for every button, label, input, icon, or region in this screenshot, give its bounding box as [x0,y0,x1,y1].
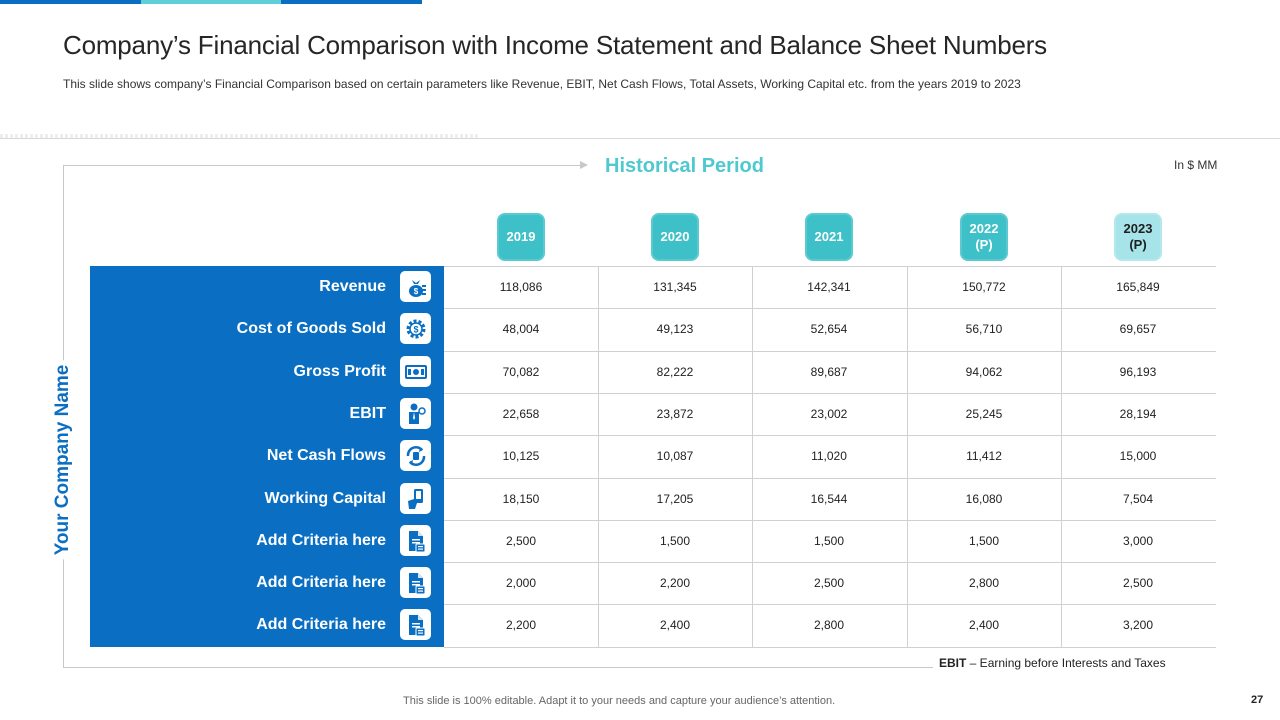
accent-segment-blue [281,0,422,4]
money-bag-icon [400,271,431,302]
row-label: EBIT [349,405,386,422]
year-text: 2019 [506,229,536,244]
row-label: Add Criteria here [256,532,386,549]
table-cell: 150,772 [962,280,1006,294]
table-cell: 22,658 [502,407,540,421]
table-cell: 15,000 [1119,449,1157,463]
document-icon [400,525,431,556]
table-cell: 10,125 [502,449,540,463]
table-cell: 16,080 [965,492,1003,506]
gear-dollar-icon [400,313,431,344]
table-cell: 7,504 [1122,492,1154,506]
year-text: 2020 [660,229,690,244]
row-label: Working Capital [264,490,386,507]
table-cell: 1,500 [659,534,691,548]
table-cell: 2,000 [505,576,537,590]
year-badge-2019 [497,213,545,261]
slide-title: Company’s Financial Comparison with Income Statement and Balance Sheet Numbers [63,30,1047,60]
slide-subtitle: This slide shows company’s Financial Comparison based on certain parameters like Revenue, EBIT, Net Cash Flows, Total Assets, Working Capital etc. from the years 2019 to 2023 [63,77,1021,91]
table-cell: 10,087 [656,449,694,463]
cash-cycle-icon [400,440,431,471]
row-label: Revenue [319,278,386,295]
table-cell: 16,544 [810,492,848,506]
banknote-icon [400,356,431,387]
table-cell: 2,400 [659,618,691,632]
table-cell: 25,245 [965,407,1003,421]
year-text: 2023 [1123,221,1153,236]
table-cell: 96,193 [1119,365,1157,379]
row-label: Cost of Goods Sold [236,320,386,337]
ebit-footnote [939,656,1166,670]
year-label [661,229,690,245]
table-cell: 2,200 [659,576,691,590]
table-cell: 131,345 [653,280,697,294]
table-cell: 2,400 [968,618,1000,632]
footnote-definition: – Earning before Interests and Taxes [966,656,1166,670]
table-cell: 70,082 [502,365,540,379]
table-cell: 94,062 [965,365,1003,379]
row-label: Net Cash Flows [266,447,386,464]
table-cell: 1,500 [968,534,1000,548]
company-name-label: Your Company Name [52,361,74,560]
table-cell: 28,194 [1119,407,1157,421]
year-label [970,221,999,253]
table-cell: 2,800 [968,576,1000,590]
page-number: 27 [1251,694,1264,706]
table-cell: 69,657 [1119,322,1157,336]
table-cell: 23,872 [656,407,694,421]
svg-text:$: $ [413,286,418,296]
document-icon [400,609,431,640]
table-cell: 23,002 [810,407,848,421]
table-row-divider [444,647,1216,648]
historical-period-label: Historical Period [605,155,764,177]
table-cell: 118,086 [499,280,543,294]
document-icon [400,567,431,598]
year-text: 2021 [814,229,844,244]
table-cell: 56,710 [965,322,1003,336]
year-label [507,229,536,245]
table-cell: 82,222 [656,365,694,379]
businessman-icon [400,398,431,429]
table-cell: 11,412 [966,449,1002,463]
row-label: Gross Profit [293,363,386,380]
table-cell: 2,500 [505,534,537,548]
header-divider [0,138,1280,139]
table-cell: 17,205 [656,492,694,506]
table-cell: 2,500 [813,576,845,590]
table-cell: 1,500 [813,534,845,548]
year-badge-2020 [651,213,699,261]
table-cell: 2,500 [1122,576,1154,590]
projected-marker: (P) [1129,237,1147,252]
footer-text: This slide is 100% editable. Adapt it to your needs and capture your audience’s attention. [403,695,836,707]
hand-phone-icon [400,483,431,514]
table-cell: 49,123 [656,322,694,336]
row-label: Add Criteria here [256,616,386,633]
year-badge-2021 [805,213,853,261]
table-cell: 48,004 [502,322,540,336]
table-cell: 165,849 [1116,280,1160,294]
table-cell: 2,200 [505,618,537,632]
row-label: Add Criteria here [256,574,386,591]
year-badge-2023 [1114,213,1162,261]
year-label [1124,221,1153,253]
table-cell: 11,020 [811,449,847,463]
accent-segment-blue [0,0,141,4]
projected-marker: (P) [975,237,993,252]
year-text: 2022 [969,221,999,236]
frame-bottom-line [63,667,933,668]
table-cell: 52,654 [810,322,848,336]
svg-text:$: $ [412,324,419,334]
frame-top-line [63,165,581,166]
accent-segment-teal [141,0,281,4]
year-badge-2022 [960,213,1008,261]
table-cell: 89,687 [810,365,848,379]
table-cell: 18,150 [502,492,540,506]
table-cell: 142,341 [807,280,851,294]
top-accent-bar [0,0,422,4]
arrow-head-icon [580,161,588,169]
unit-label: In $ MM [1174,158,1218,172]
table-cell: 3,000 [1122,534,1154,548]
table-cell: 3,200 [1122,618,1154,632]
year-label [815,229,844,245]
footnote-term: EBIT [939,656,967,670]
table-cell: 2,800 [813,618,845,632]
